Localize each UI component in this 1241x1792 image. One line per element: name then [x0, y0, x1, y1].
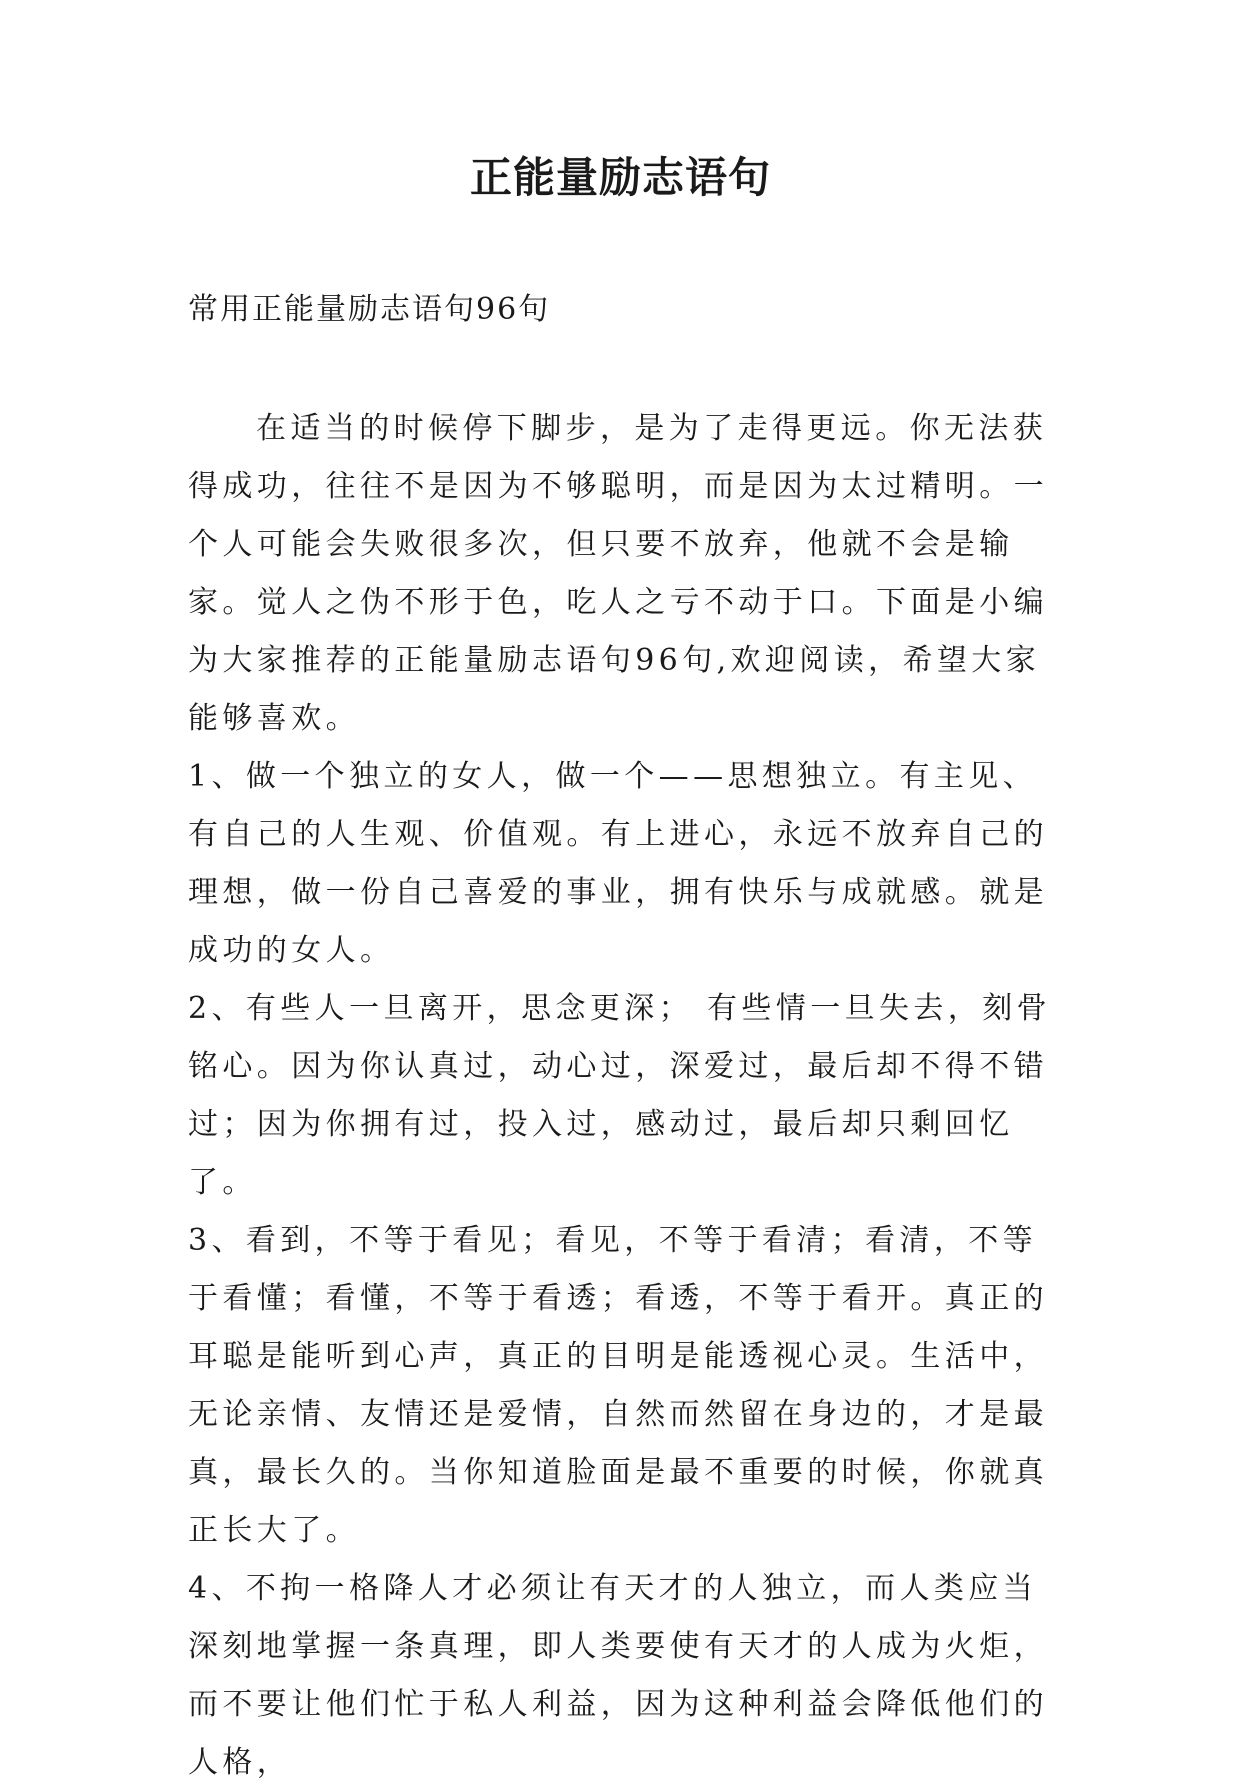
quote-item-3: 3、看到，不等于看见；看见，不等于看清；看清，不等于看懂；看懂，不等于看透；看透，不等于看开。真正的耳聪是能听到心声，真正的目明是能透视心灵。生活中，无论亲情、友情还是爱情，自然而然留在身边的，才是最真，最长久的。当你知道脸面是最不重要的时候，你就真正长大了。 [188, 1223, 1048, 1548]
intro-paragraph: 在适当的时候停下脚步，是为了走得更远。你无法获得成功，往往不是因为不够聪明，而是因为太过精明。一个人可能会失败很多次，但只要不放弃，他就不会是输家。觉人之伪不形于色，吃人之亏不动于口。下面是小编为大家推荐的正能量励志语句96句,欢迎阅读，希望大家能够喜欢。 [188, 411, 1048, 736]
document-subtitle: 常用正能量励志语句96句 [188, 292, 551, 327]
quote-item-2: 2、有些人一旦离开，思念更深； 有些情一旦失去，刻骨铭心。因为你认真过，动心过，深爱过，最后却不得不错过；因为你拥有过，投入过，感动过，最后却只剩回忆了。 [188, 991, 1052, 1200]
quote-item-1: 1、做一个独立的女人，做一个——思想独立。有主见、有自己的人生观、价值观。有上进心，永远不放弃自己的理想，做一份自己喜爱的事业，拥有快乐与成就感。就是成功的女人。 [188, 759, 1048, 968]
page-title: 正能量励志语句 [469, 153, 771, 202]
quote-item-4: 4、不拘一格降人才必须让有天才的人独立，而人类应当深刻地掌握一条真理，即人类要使有天才的人成为火炬，而不要让他们忙于私人利益，因为这种利益会降低他们的人格， [188, 1571, 1048, 1780]
document-body [188, 400, 1058, 1792]
